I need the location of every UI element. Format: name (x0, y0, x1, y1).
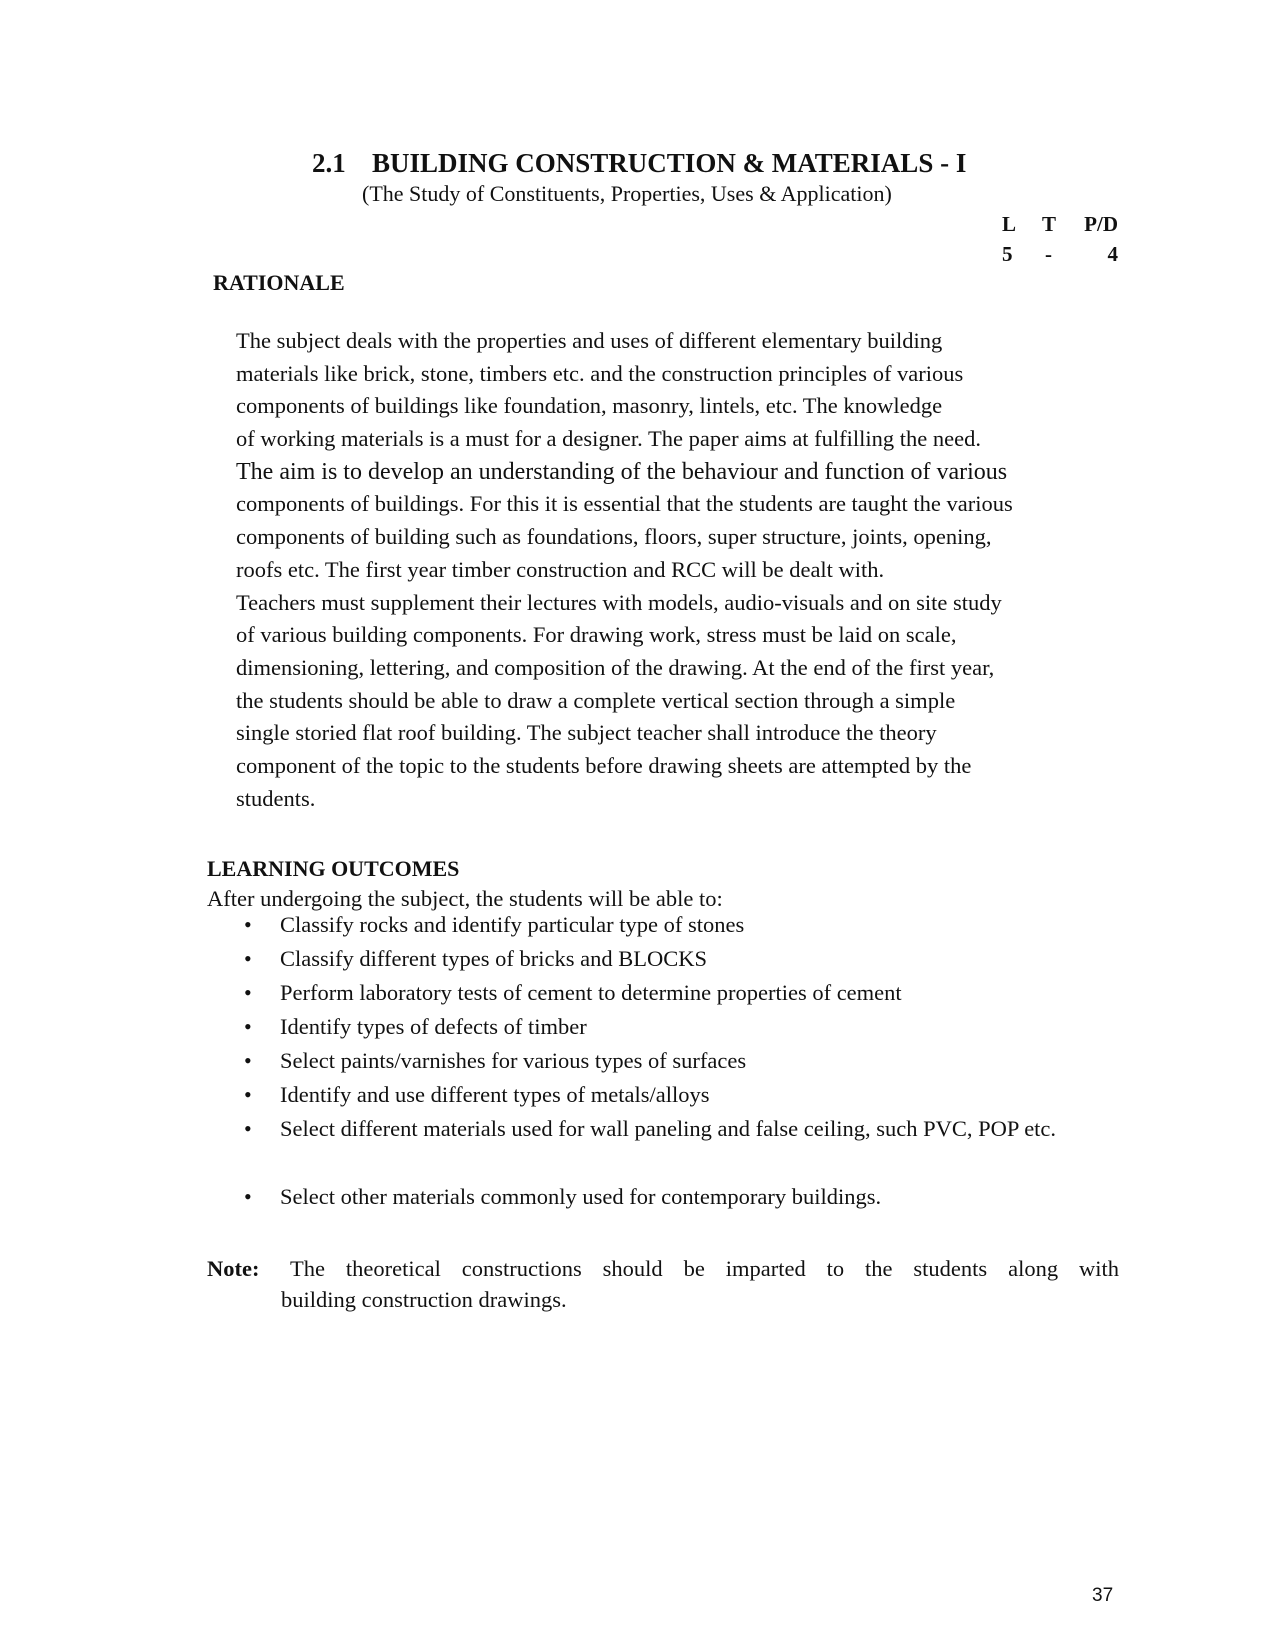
page-number: 37 (1092, 1585, 1114, 1606)
note-text-line: building construction drawings. (281, 1287, 567, 1312)
rationale-heading: RATIONALE (213, 270, 345, 295)
ltp-header-pd: P/D (1084, 212, 1118, 236)
rationale-line: single storied flat roof building. The subject teacher shall introduce the theory (236, 720, 937, 746)
learning-outcomes-heading: LEARNING OUTCOMES (207, 856, 460, 881)
list-item (244, 1112, 1124, 1145)
page-subtitle: (The Study of Constituents, Properties, Uses & Application) (362, 181, 892, 206)
rationale-line: component of the topic to the students before drawing sheets are attempted by the (236, 752, 972, 778)
rationale-body (236, 325, 1136, 815)
note-block (207, 1253, 1119, 1315)
bullet-icon: • (244, 980, 252, 1005)
bullet-icon: • (244, 1014, 252, 1039)
list-item (244, 1078, 1124, 1111)
rationale-line: of working materials is a must for a designer. The paper aims at fulfilling the need. (236, 426, 982, 452)
list-item (244, 976, 1124, 1009)
list-item-text: Select other materials commonly used for contemporary buildings. (280, 1184, 882, 1209)
rationale-line: of various building components. For drawing work, stress must be laid on scale, (236, 622, 957, 648)
note-label: Note: (207, 1256, 260, 1281)
list-item (244, 1044, 1124, 1077)
bullet-icon: • (244, 1082, 252, 1107)
list-item-text: Select paints/varnishes for various types of surfaces (280, 1048, 747, 1073)
rationale-line: Teachers must supplement their lectures with models, audio-visuals and on site study (236, 589, 1002, 615)
rationale-line: students. (236, 785, 316, 811)
list-item-text: Identify and use different types of metals/alloys (280, 1082, 710, 1107)
rationale-line: dimensioning, lettering, and composition of the drawing. At the end of the first year, (236, 654, 995, 680)
page-title: BUILDING CONSTRUCTION & MATERIALS - I (372, 148, 967, 178)
rationale-line: components of building such as foundations, floors, super structure, joints, opening, (236, 524, 992, 550)
bullet-icon: • (244, 1184, 252, 1209)
ltp-header-t: T (1042, 212, 1057, 236)
ltp-value-pd: 4 (1107, 242, 1118, 266)
rationale-line: materials like brick, stone, timbers etc. and the construction principles of various (236, 360, 964, 386)
ltp-header-row (1000, 212, 1118, 242)
bullet-icon: • (244, 912, 252, 937)
bullet-icon: • (244, 1048, 252, 1073)
bullet-icon: • (244, 1116, 252, 1141)
section-number: 2.1 (312, 148, 346, 178)
learning-outcomes-intro: After undergoing the subject, the students will be able to: (207, 886, 723, 911)
list-item (244, 942, 1124, 975)
note-text-line: The theoretical constructions should be imparted to the students along with (290, 1256, 1119, 1281)
rationale-line: The aim is to develop an understanding of the behaviour and function of various (236, 458, 1008, 485)
rationale-line: components of buildings like foundation, masonry, lintels, etc. The knowledge (236, 393, 943, 419)
rationale-line: The subject deals with the properties and uses of different elementary building (236, 328, 943, 353)
ltp-header-l: L (1002, 212, 1017, 236)
rationale-line: the students should be able to draw a complete vertical section through a simple (236, 687, 956, 713)
list-item-text: Identify types of defects of timber (280, 1014, 587, 1039)
list-item (244, 908, 1124, 941)
ltp-value-t: - (1045, 242, 1052, 266)
rationale-line: components of buildings. For this it is essential that the students are taught the various (236, 491, 1013, 517)
list-item-text: Classify different types of bricks and BLOCKS (280, 946, 708, 971)
list-item-text: Select different materials used for wall paneling and false ceiling, such PVC, POP etc. (280, 1116, 1057, 1141)
ltp-value-l: 5 (1002, 242, 1013, 266)
list-item (244, 1010, 1124, 1043)
list-item-text: Classify rocks and identify particular type of stones (280, 912, 745, 937)
rationale-line: roofs etc. The first year timber construction and RCC will be dealt with. (236, 556, 885, 582)
ltp-value-row (1000, 242, 1118, 272)
list-item-text: Perform laboratory tests of cement to determine properties of cement (280, 980, 902, 1005)
bullet-icon: • (244, 946, 252, 971)
list-item (244, 1180, 1124, 1213)
ltp-table (1000, 212, 1118, 272)
